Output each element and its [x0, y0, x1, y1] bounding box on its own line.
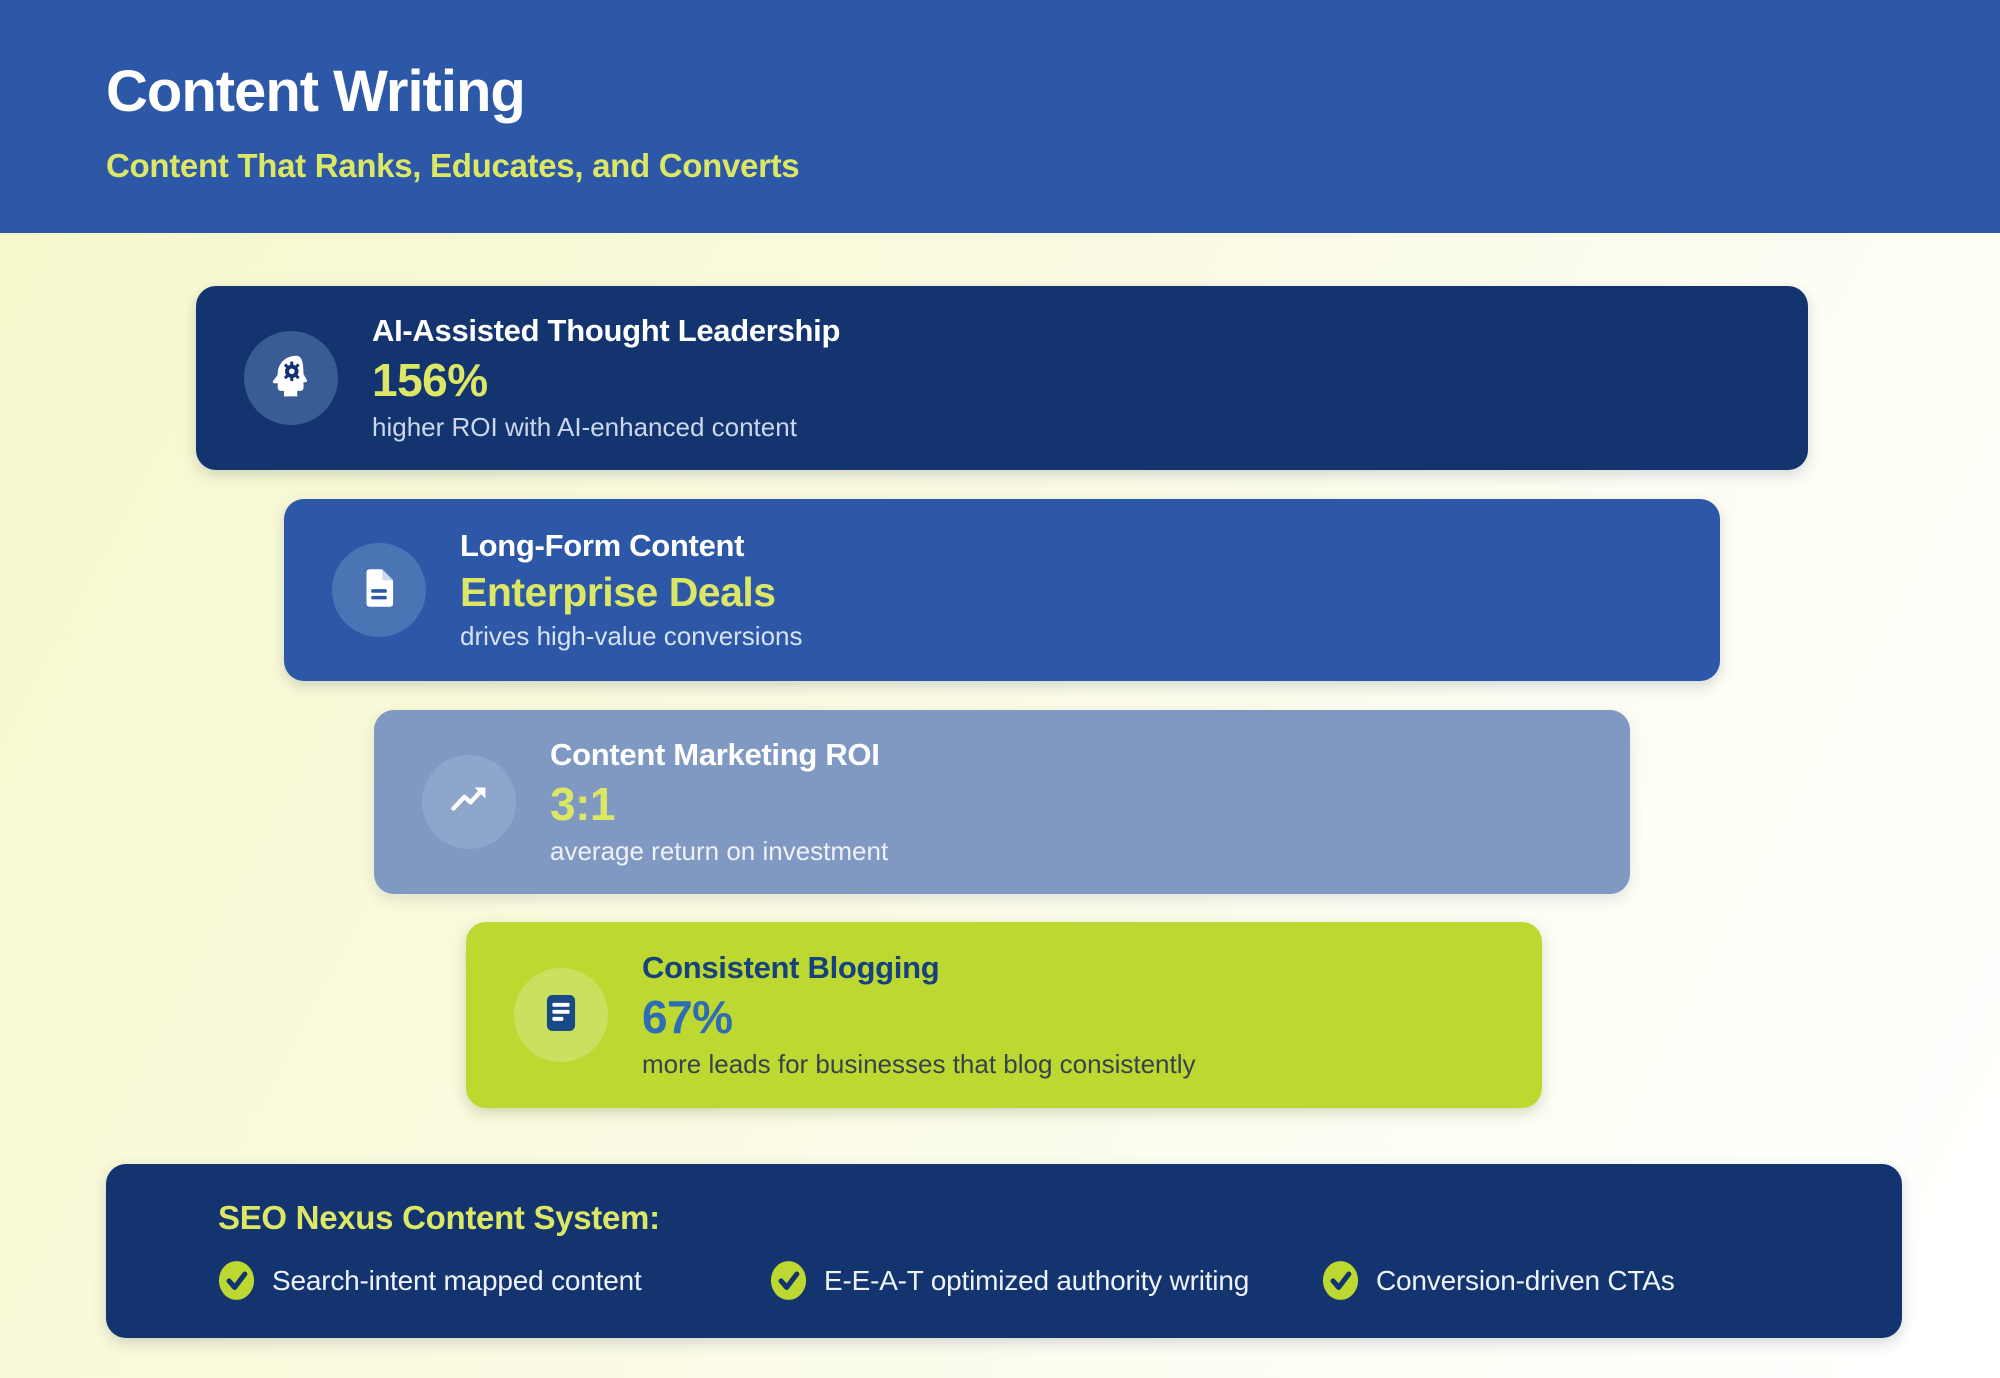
card-text	[550, 737, 888, 867]
icon-badge	[422, 755, 516, 849]
card-text	[642, 950, 1196, 1080]
card-title: Content Marketing ROI	[550, 736, 880, 772]
document-icon	[354, 563, 404, 618]
trending-up-icon	[444, 775, 494, 830]
checklist-label: E-E-A-T optimized authority writing	[824, 1264, 1250, 1296]
footer-checklist	[218, 1260, 1902, 1301]
footer-heading: SEO Nexus Content System:	[218, 1199, 660, 1236]
card-value: Enterprise Deals	[460, 569, 776, 616]
stat-card-content-marketing-roi	[374, 710, 1630, 894]
card-description: average return on investment	[550, 836, 889, 867]
card-value: 67%	[642, 991, 733, 1044]
head-gear-icon	[266, 351, 316, 406]
card-description: higher ROI with AI-enhanced content	[372, 412, 797, 443]
card-text	[372, 313, 840, 443]
check-icon	[770, 1260, 807, 1301]
stat-card-ai-thought-leadership	[196, 286, 1808, 470]
checklist-label: Conversion-driven CTAs	[1376, 1264, 1675, 1296]
card-description: drives high-value conversions	[460, 621, 803, 652]
page-subtitle: Content That Ranks, Educates, and Converts	[106, 146, 800, 184]
checklist-item	[770, 1260, 1322, 1301]
stat-card-long-form-content	[284, 499, 1720, 681]
card-description: more leads for businesses that blog consistently	[642, 1049, 1196, 1080]
list-icon	[536, 988, 586, 1043]
card-text	[460, 528, 803, 653]
footer-panel	[106, 1164, 1902, 1338]
card-title: AI-Assisted Thought Leadership	[372, 312, 841, 348]
page-title: Content Writing	[106, 59, 525, 124]
card-title: Consistent Blogging	[642, 949, 940, 985]
checklist-item	[218, 1260, 770, 1301]
icon-badge	[244, 331, 338, 425]
icon-badge	[332, 543, 426, 637]
check-icon	[1322, 1260, 1359, 1301]
stat-card-consistent-blogging	[466, 922, 1542, 1108]
checklist-label: Search-intent mapped content	[272, 1264, 642, 1296]
checklist-item	[1322, 1260, 1675, 1301]
card-value: 156%	[372, 354, 488, 407]
card-value: 3:1	[550, 778, 615, 831]
check-icon	[218, 1260, 255, 1301]
card-title: Long-Form Content	[460, 527, 745, 563]
icon-badge	[514, 968, 608, 1062]
header	[0, 0, 2000, 233]
gear-glyph	[284, 361, 300, 381]
